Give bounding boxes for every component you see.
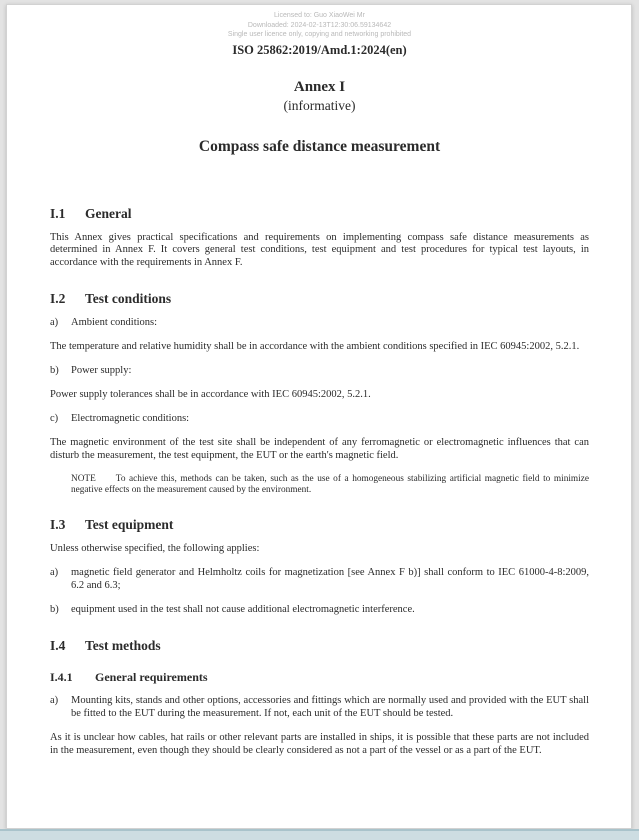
- section-title: General: [85, 205, 132, 221]
- annex-status: (informative): [283, 97, 356, 113]
- list-item-body: Mounting kits, stands and other options, accessories and fittings which are normally used and provided with the EUT shall be fitted to the EUT during the measurement. If not, each unit of the EUT should be tested.: [71, 695, 589, 719]
- paragraph-i2-c: The magnetic environment of the test site shall be independent of any ferromagnetic or electromagnetic influences that can disturb the measurement, the test equipment, the EUT or the earth's magnetic field.: [50, 436, 589, 461]
- list-item-i2-c: [50, 413, 589, 426]
- list-item-i2-b: [50, 365, 589, 378]
- document-reference: ISO 25862:2019/Amd.1:2024(en): [232, 42, 407, 57]
- note-text: To achieve this, methods can be taken, such as the use of a homogeneous stabilizing artificial magnetic field to minimize negative effects on the measurement caused by the environment.: [71, 473, 589, 495]
- list-item-i3-a: [50, 567, 589, 593]
- section-number: I.3: [50, 517, 66, 533]
- list-item-label: a): [50, 567, 59, 579]
- paragraph-i1: This Annex gives practical specifications and requirements on implementing compass safe distance measurements as determined in Annex F. It covers general test conditions, test equipment and test procedures for typical test layouts, in accordance with the requirements in Annex F.: [50, 231, 589, 269]
- section-title: Test conditions: [85, 291, 172, 307]
- list-item-label: c): [50, 412, 59, 424]
- subsection-title: General requirements: [95, 670, 208, 684]
- section-number: I.1: [50, 205, 66, 221]
- license-line-3: Single user licence only, copying and networking prohibited: [227, 31, 412, 38]
- section-heading-i1: [50, 206, 589, 222]
- section-heading-i3: [50, 517, 589, 533]
- paragraph-i41-a2: As it is unclear how cables, hat rails or other relevant parts are installed in ships, it is possible that these parts are not included in the measurement, even though they should be clearly considered as not a part of the vessel or as a part of the EUT.: [50, 731, 589, 756]
- list-item-label: b): [50, 365, 59, 377]
- list-item-lead: Electromagnetic conditions:: [71, 412, 190, 424]
- section-heading-i2: [50, 291, 589, 307]
- list-item-body: magnetic field generator and Helmholtz coils for magnetization [see Annex F b)] shall conform to IEC 61000-4-8:2009, 6.2 and 6.3;: [71, 567, 589, 592]
- list-item-i2-a: [50, 317, 589, 330]
- section-title: Test equipment: [85, 517, 174, 533]
- list-item-label: b): [50, 604, 59, 616]
- subsection-number: I.4.1: [50, 670, 73, 684]
- section-title: Test methods: [85, 638, 161, 653]
- section-number: I.4: [50, 638, 66, 653]
- document-title: Compass safe distance measurement: [198, 137, 441, 155]
- list-item-i41-a: [50, 695, 589, 721]
- list-item-lead: Power supply:: [71, 365, 132, 377]
- paragraph-i3-intro: Unless otherwise specified, the following applies:: [50, 543, 260, 555]
- list-item-label: a): [50, 695, 59, 706]
- paragraph-i2-a: The temperature and relative humidity shall be in accordance with the ambient conditions specified in IEC 60945:2002, 5.2.1.: [50, 341, 580, 353]
- license-block: [50, 11, 589, 40]
- document-page: [6, 4, 632, 829]
- section-heading-i4: [50, 638, 589, 654]
- list-item-i3-b: [50, 604, 589, 617]
- annex-heading: Annex I: [293, 78, 346, 95]
- list-item-body: equipment used in the test shall not cause additional electromagnetic interference.: [71, 604, 415, 616]
- license-line-1: Licensed to: Guo XiaoWei Mr: [274, 12, 365, 19]
- license-line-2: Downloaded: 2024-02-13T12:30:06.59134642: [247, 21, 392, 29]
- note-label: NOTE: [71, 473, 96, 484]
- list-item-lead: Ambient conditions:: [71, 317, 158, 329]
- note-i2-c: [71, 474, 589, 497]
- horizontal-scrollbar[interactable]: [0, 829, 639, 840]
- subsection-heading-i41: [50, 670, 589, 685]
- paragraph-i2-b: Power supply tolerances shall be in accordance with IEC 60945:2002, 5.2.1.: [50, 388, 371, 400]
- list-item-label: a): [50, 317, 59, 329]
- section-number: I.2: [50, 291, 66, 307]
